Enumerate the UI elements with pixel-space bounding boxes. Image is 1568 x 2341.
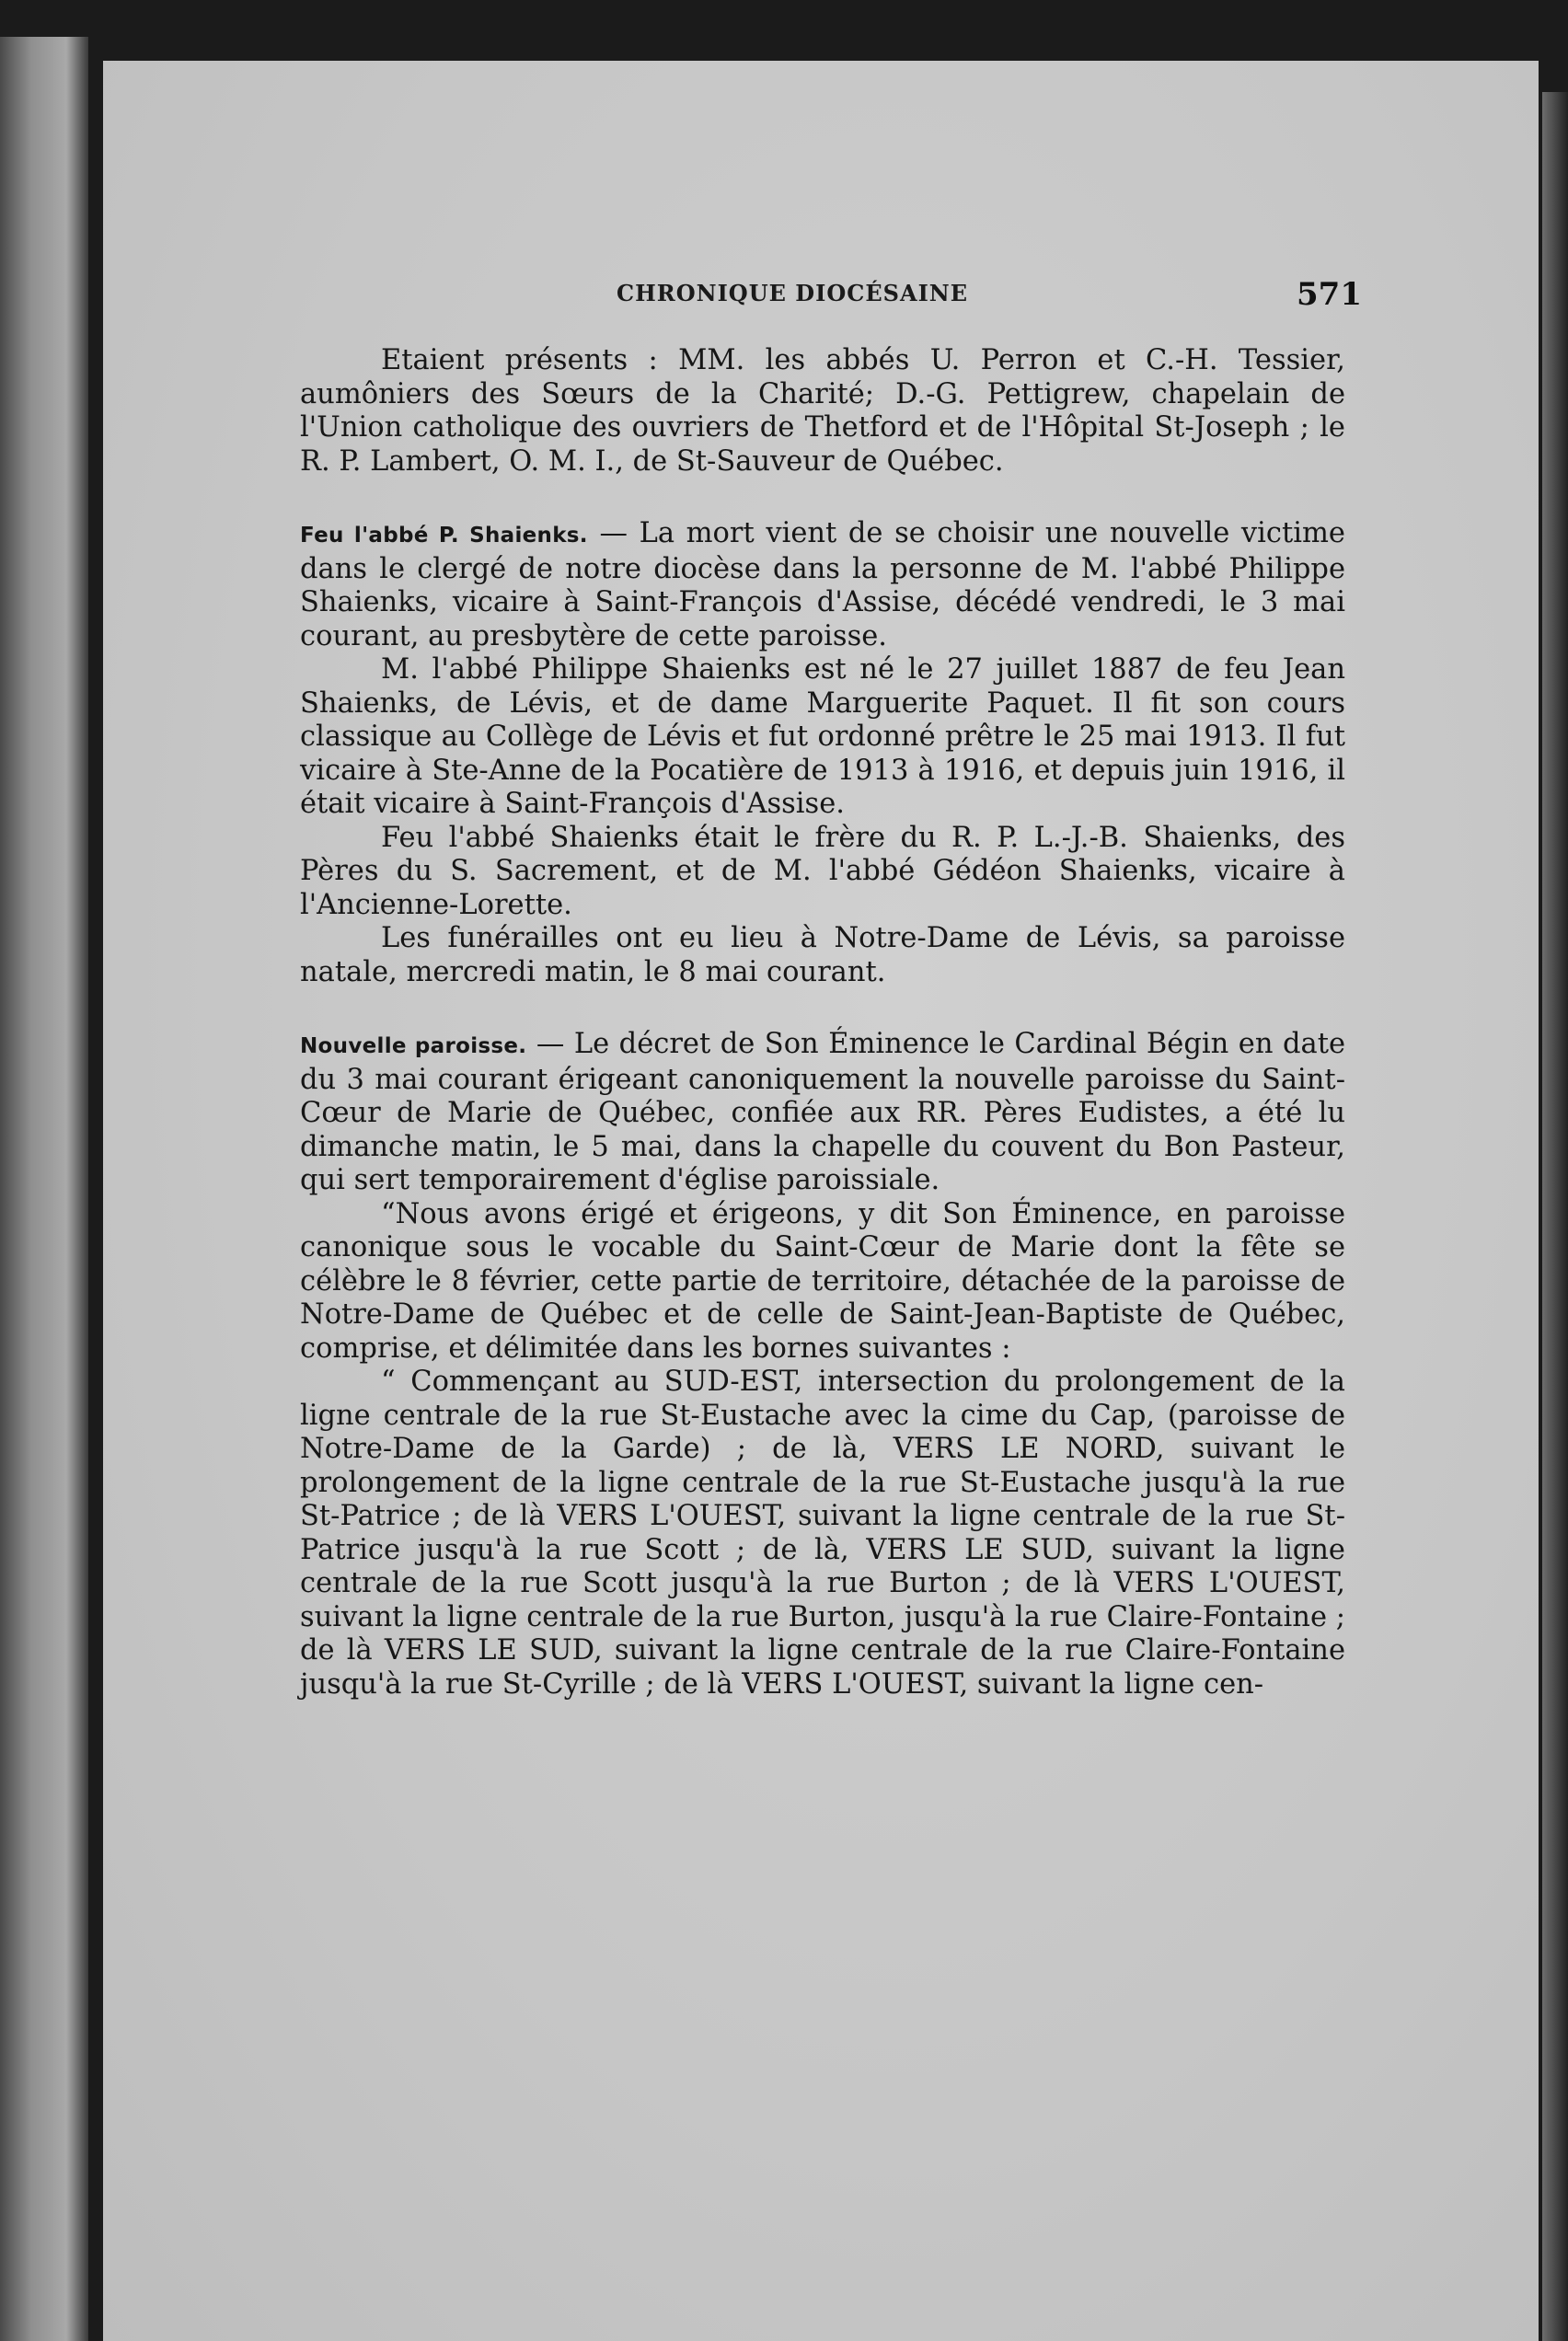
running-title: CHRONIQUE DIOCÉSAINE [617,280,969,306]
left-page-edge [0,37,88,2341]
paragraph-text: — La mort vient de se choisir une nouvelle victime dans le clergé de notre diocèse dans la personne de M. l'abbé Philippe Shaienks, vicaire à Saint-François d'Assise, décédé vendredi, le 3 mai courant, au presbytère de cette paroisse. [300,517,1345,652]
paragraph-text: — Le décret de Son Éminence le Cardinal Bégin en date du 3 mai courant érigeant canoniquement la nouvelle paroisse du Saint-Cœur de Marie de Québec, confiée aux RR. Pères Eudistes, a été lu dimanche matin, le 5 mai, dans la chapelle du couvent du Bon Pasteur, qui sert temporairement d'église paroissiale. [300,1028,1345,1196]
paragraph-text: “ Commençant au SUD-EST, intersection du prolongement de la ligne centrale de la rue St-Eustache avec la cime du Cap, (paroisse de Notre-Dame de la Garde) ; de là, VERS LE NORD, suivant le prolongement de la ligne centrale de la rue St-Eustache jusqu'à la rue St-Patrice ; de là VERS L'OUEST, suivant la ligne centrale de la rue St-Patrice jusqu'à la rue Scott ; de là, VERS LE SUD, suivant la ligne centrale de la rue Scott jusqu'à la rue Burton ; de là VERS L'OUEST, suivant la ligne centrale de la rue Burton, jusqu'à la rue Claire-Fontaine ; de là VERS LE SUD, suivant la ligne centrale de la rue Claire-Fontaine jusqu'à la rue St-Cyrille ; de là VERS L'OUEST, suivant la ligne cen- [300,1366,1345,1701]
page-number: 571 [1297,276,1362,313]
paragraph-text: Etaient présents : MM. les abbés U. Perron et C.-H. Tessier, aumôniers des Sœurs de la Charité; D.-G. Pettigrew, chapelain de l'Union catholique des ouvriers de Thetford et de l'Hôpital St-Joseph ; le R. P. Lambert, O. M. I., de St-Sauveur de Québec. [300,344,1345,478]
paragraph [300,1366,1345,1701]
paragraph [300,1028,1345,1198]
paragraph [300,822,1345,923]
body-text [300,344,1345,1701]
paragraph-text: Feu l'abbé Shaienks était le frère du R. P. L.-J.-B. Shaienks, des Pères du S. Sacrement, et de M. l'abbé Gédéon Shaienks, vicaire à l'Ancienne-Lorette. [300,821,1345,921]
paragraph-text: M. l'abbé Philippe Shaienks est né le 27 juillet 1887 de feu Jean Shaienks, de Lévis, et de dame Marguerite Paquet. Il fit son cours classique au Collège de Lévis et fut ordonné prêtre le 25 mai 1913. Il fut vicaire à Ste-Anne de la Pocatière de 1913 à 1916, et depuis juin 1916, il était vicaire à Saint-François d'Assise. [300,653,1345,820]
paragraph-text: Les funérailles ont eu lieu à Notre-Dame de Lévis, sa paroisse natale, mercredi matin, le 8 mai courant. [300,922,1345,988]
paragraph [300,653,1345,822]
paragraph-text: “Nous avons érigé et érigeons, y dit Son Éminence, en paroisse canonique sous le vocable du Saint-Cœur de Marie dont la fête se célèbre le 8 février, cette partie de territoire, détachée de la paroisse de Notre-Dame de Québec et de celle de Saint-Jean-Baptiste de Québec, comprise, et délimitée dans les bornes suivantes : [300,1197,1345,1365]
paragraph [300,344,1345,479]
run-in-heading: Nouvelle paroisse. [300,1034,527,1058]
paragraph [300,922,1345,989]
right-scan-edge [1542,92,1568,2341]
paragraph [300,1198,1345,1367]
paragraph [300,517,1345,653]
run-in-heading: Feu l'abbé P. Shaienks. [300,524,588,548]
page-header [617,276,1362,320]
